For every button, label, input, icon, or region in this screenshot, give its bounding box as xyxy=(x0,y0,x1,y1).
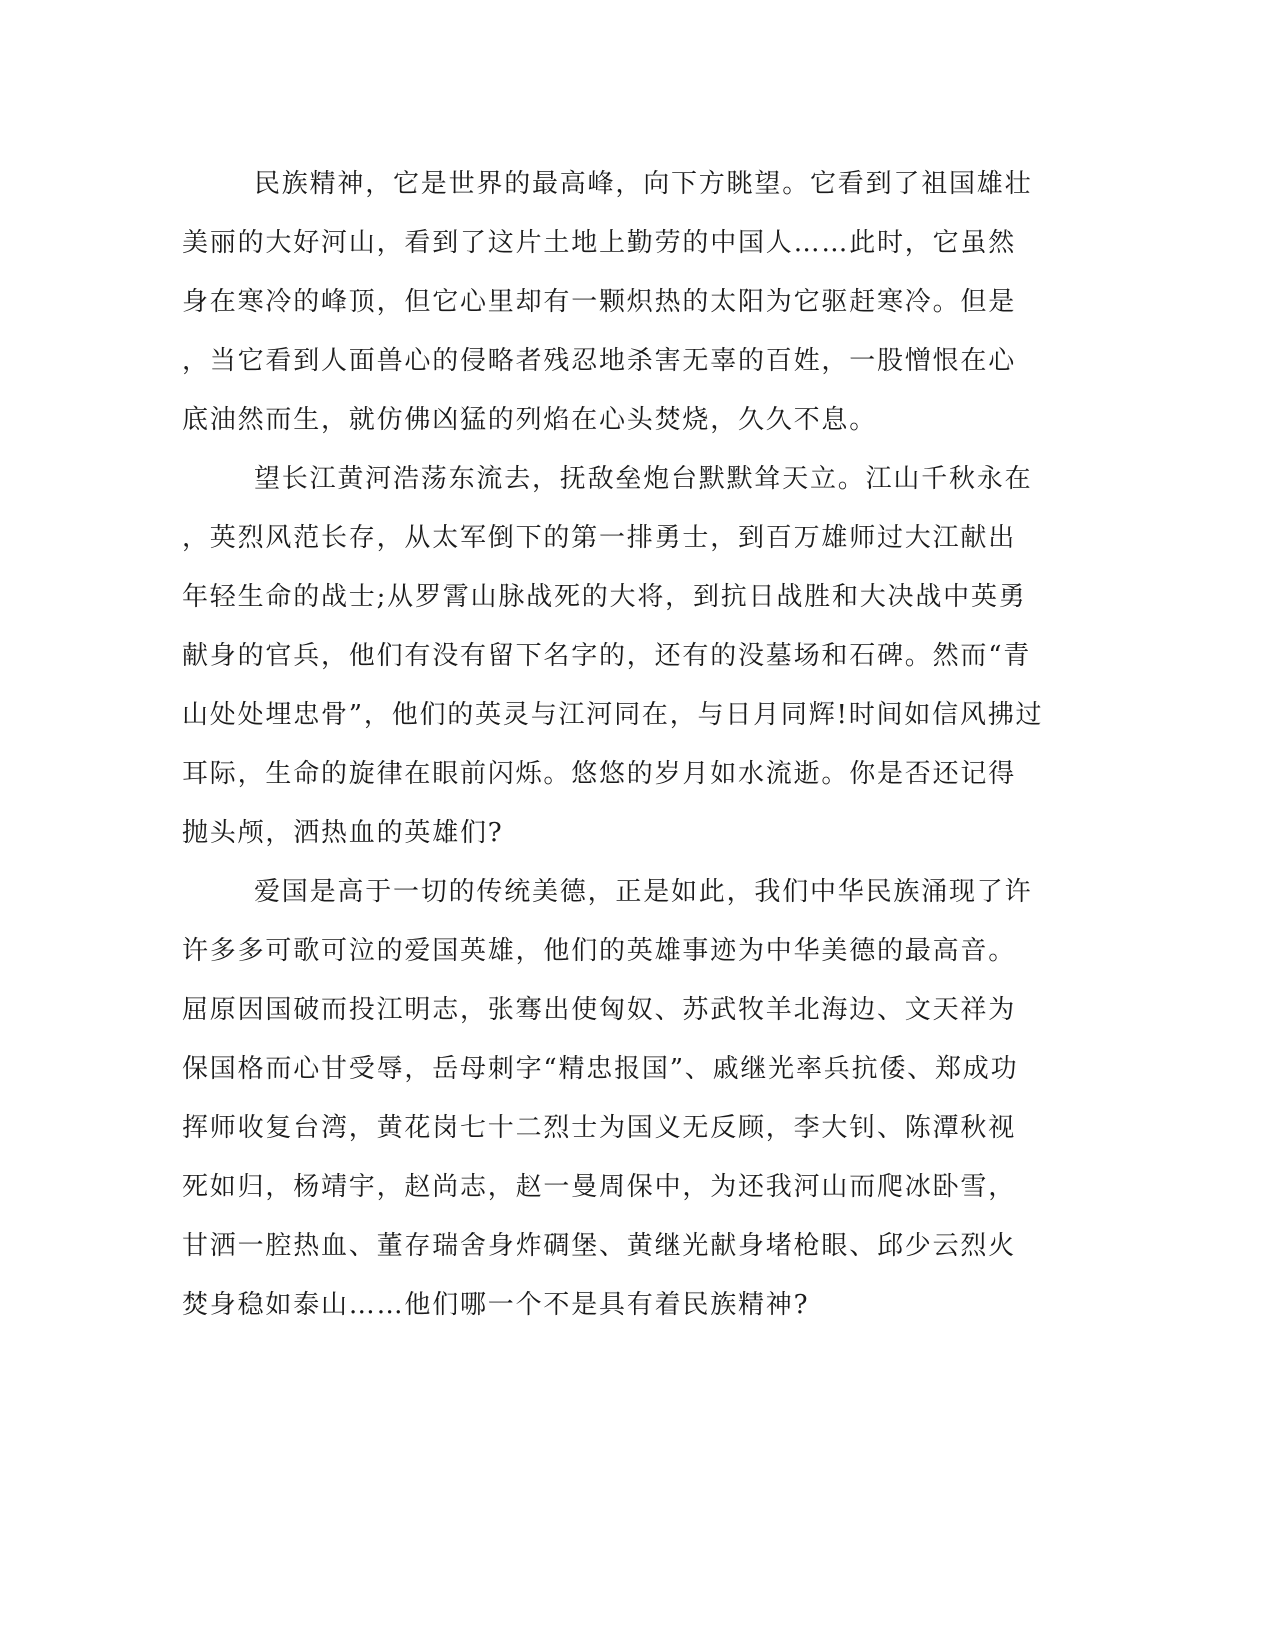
paragraph-3-line-1: 爱国是高于一切的传统美德，正是如此，我们中华民族涌现了许 xyxy=(254,877,1033,907)
paragraph-2-line-5: 山处处埋忠骨”，他们的英灵与江河同在，与日月同辉!时间如信风拂过 xyxy=(182,700,1044,730)
paragraph-1-line-5: 底油然而生，就仿佛凶猛的列焰在心头焚烧，久久不息。 xyxy=(182,405,878,435)
paragraph-1-line-4: ，当它看到人面兽心的侵略者残忍地杀害无辜的百姓，一股憎恨在心 xyxy=(182,346,1017,376)
paragraph-3-line-6: 死如归，杨靖宇，赵尚志，赵一曼周保中，为还我河山而爬冰卧雪， xyxy=(182,1172,1017,1202)
paragraph-1-line-2: 美丽的大好河山，看到了这片土地上勤劳的中国人……此时，它虽然 xyxy=(182,228,1017,258)
paragraph-1-line-1: 民族精神，它是世界的最高峰，向下方眺望。它看到了祖国雄壮 xyxy=(254,169,1033,199)
paragraph-3-line-3: 屈原因国破而投江明志，张骞出使匈奴、苏武牧羊北海边、文天祥为 xyxy=(182,995,1017,1025)
paragraph-3-line-4: 保国格而心甘受辱，岳母刺字“精忠报国”、戚继光率兵抗倭、郑成功 xyxy=(182,1054,1019,1084)
paragraph-2-line-3: 年轻生命的战士;从罗霄山脉战死的大将，到抗日战胜和大决战中英勇 xyxy=(182,582,1027,612)
paragraph-3-line-7: 甘洒一腔热血、董存瑞舍身炸碉堡、黄继光献身堵枪眼、邱少云烈火 xyxy=(182,1231,1017,1261)
paragraph-2-line-7: 抛头颅，洒热血的英雄们? xyxy=(182,818,504,848)
paragraph-1-line-3: 身在寒冷的峰顶，但它心里却有一颗炽热的太阳为它驱赶寒冷。但是 xyxy=(182,287,1017,317)
paragraph-3-line-5: 挥师收复台湾，黄花岗七十二烈士为国义无反顾，李大钊、陈潭秋视 xyxy=(182,1113,1017,1143)
paragraph-3-line-2: 许多多可歌可泣的爱国英雄，他们的英雄事迹为中华美德的最高音。 xyxy=(182,936,1017,966)
body-text xyxy=(182,155,1042,1335)
paragraph-2-line-6: 耳际，生命的旋律在眼前闪烁。悠悠的岁月如水流逝。你是否还记得 xyxy=(182,759,1017,789)
paragraph-3-line-8: 焚身稳如泰山……他们哪一个不是具有着民族精神? xyxy=(182,1290,810,1320)
paragraph-2-line-1: 望长江黄河浩荡东流去，抚敌垒炮台默默耸天立。江山千秋永在 xyxy=(254,464,1033,494)
paragraph-2-line-4: 献身的官兵，他们有没有留下名字的，还有的没墓场和石碑。然而“青 xyxy=(182,641,1032,671)
paragraph-2-line-2: ，英烈风范长存，从太军倒下的第一排勇士，到百万雄师过大江献出 xyxy=(182,523,1017,553)
